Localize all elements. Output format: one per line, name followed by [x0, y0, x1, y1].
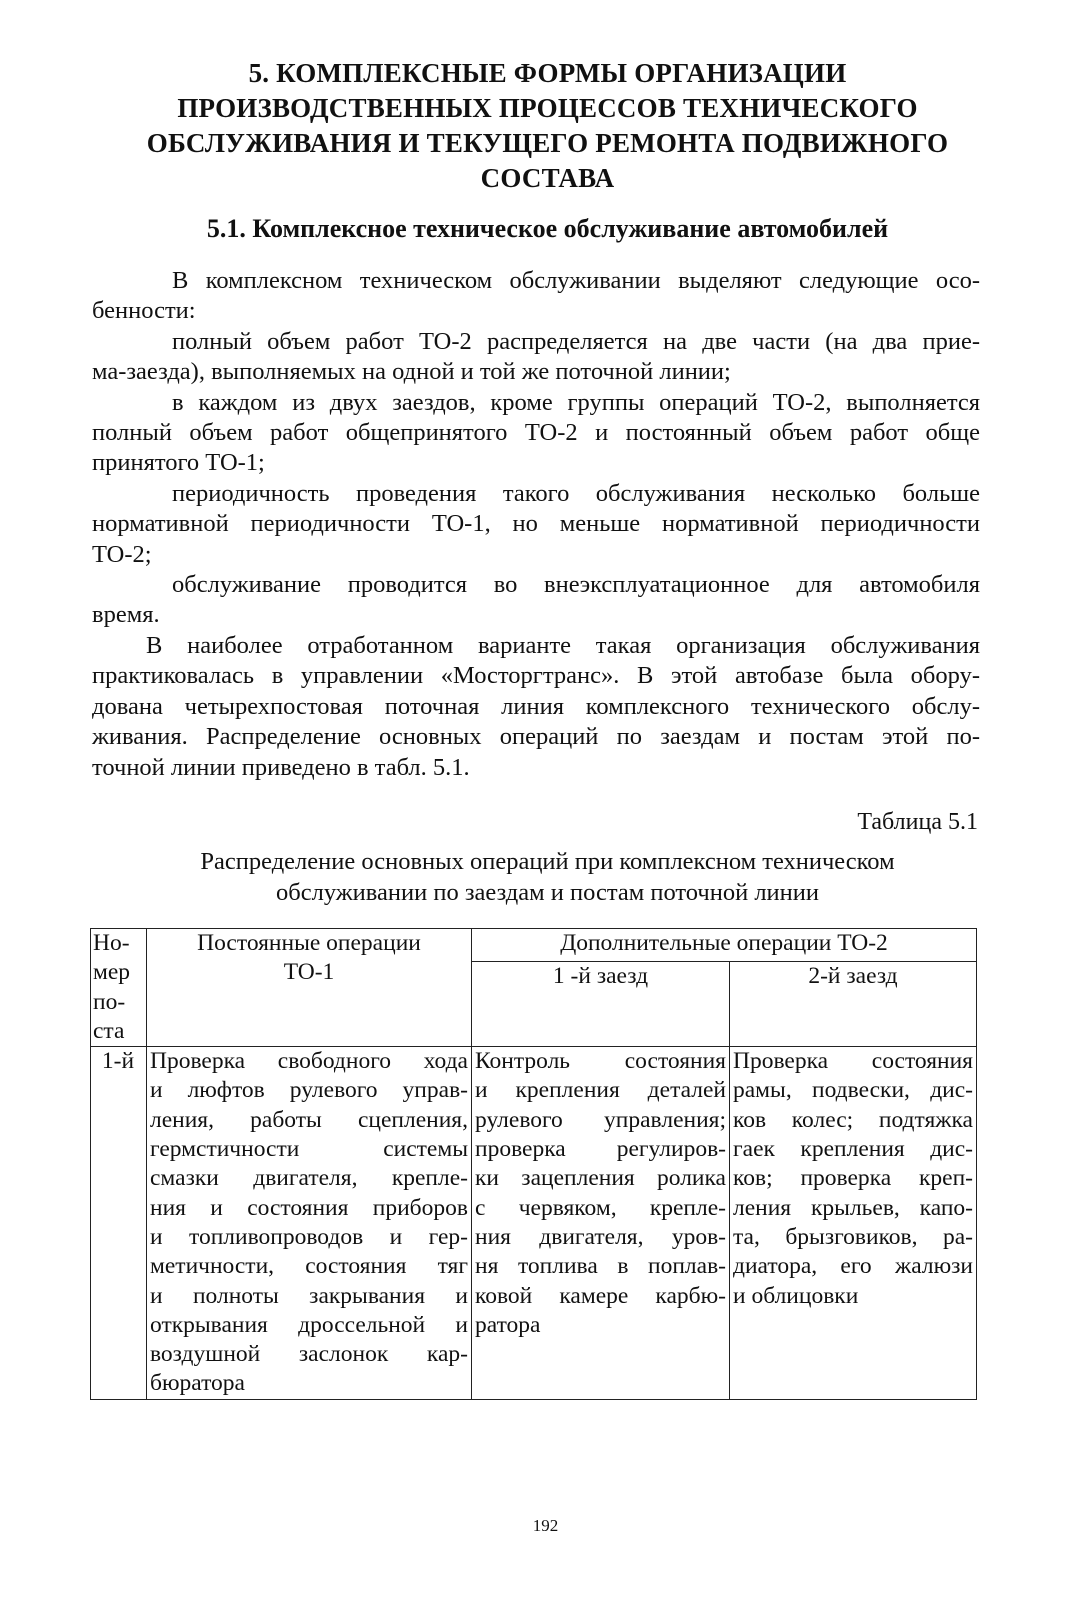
chapter-title-line: ОБСЛУЖИВАНИЯ И ТЕКУЩЕГО РЕМОНТА ПОДВИЖНОГО: [146, 128, 949, 158]
chapter-title: [90, 56, 1005, 196]
chapter-title-line: 5. КОМПЛЕКСНЫЕ ФОРМЫ ОРГАНИЗАЦИИ: [248, 58, 847, 88]
header-post-number: Но- мер по- ста: [91, 929, 147, 1047]
table-header-row: [91, 929, 977, 962]
body-line: дована четырехпостовая поточная линия комплексного технического обслу-: [92, 692, 980, 720]
body-line: точной линии приведено в табл. 5.1.: [92, 753, 470, 781]
header-visit-1: 1 -й заезд: [472, 962, 730, 1047]
cell-visit-1: Контроль состояния и крепления деталей рулевого управления; проверка регулиров- ки зацепления ролика с червяком, крепле- ния двигателя, уров- ня топлива в поплав- ковой камере карбю- ратора: [472, 1047, 730, 1400]
body-text: [92, 266, 980, 783]
table-caption-line: Распределение основных операций при комплексном техническом: [200, 848, 895, 875]
header-visit-2: 2-й заезд: [730, 962, 977, 1047]
header-constant-operations: Постоянные операции ТО-1: [147, 929, 472, 1047]
body-line: ТО-2;: [92, 540, 152, 568]
body-line: бенности:: [92, 297, 196, 325]
operations-table: [90, 928, 977, 1400]
body-line: полный объем работ общепринятого ТО-2 и постоянный объем работ обще: [92, 419, 980, 447]
table-label: Таблица 5.1: [857, 809, 978, 835]
page-number: 192: [532, 1516, 559, 1535]
table-row: [91, 1047, 977, 1400]
body-line: практиковалась в управлении «Мосторгтранс». В этой автобазе была обору-: [92, 662, 980, 690]
header-additional-operations: Дополнительные операции ТО-2: [472, 929, 977, 962]
body-line: в каждом из двух заездов, кроме группы операций ТО-2, выполняется: [172, 388, 980, 416]
section-title: 5.1. Комплексное техническое обслуживание автомобилей: [206, 214, 889, 243]
body-line: принятого ТО-1;: [92, 449, 265, 477]
cell-visit-2: Проверка состояния рамы, подвески, дис- ков колес; подтяжка гаек крепления дис- ков; проверка креп- ления крыльев, капо- та, брызговиков, ра- диатора, его жалюзи и облицовки: [730, 1047, 977, 1400]
table-caption-line: обслуживании по заездам и постам поточной линии: [276, 879, 819, 906]
body-line: нормативной периодичности ТО-1, но меньше нормативной периодичности: [92, 510, 980, 538]
chapter-title-line: СОСТАВА: [480, 163, 615, 193]
body-line: живания. Распределение основных операций по заездам и постам этой по-: [92, 723, 980, 751]
cell-constant-operations: Проверка свободного хода и люфтов рулевого управ- ления, работы сцепления, гермстичности системы смазки двигателя, крепле- ния и состояния приборов и топливопроводов и гер- метичности, состояния тяг и полноты закрывания и открывания дроссельной и воздушной заслонок кар- бюратора: [147, 1047, 472, 1400]
chapter-title-line: ПРОИЗВОДСТВЕННЫХ ПРОЦЕССОВ ТЕХНИЧЕСКОГО: [177, 93, 918, 123]
body-line: В наиболее отработанном варианте такая организация обслуживания: [146, 631, 980, 659]
body-line: В комплексном техническом обслуживании выделяют следующие осо-: [172, 267, 980, 294]
body-line: периодичность проведения такого обслуживания несколько больше: [172, 479, 980, 507]
body-line: обслуживание проводится во внеэксплуатационное для автомобиля: [172, 571, 980, 599]
cell-post: 1-й: [91, 1047, 147, 1400]
body-line: время.: [92, 601, 160, 629]
table-caption: [90, 846, 1005, 908]
body-line: ма-заезда), выполняемых на одной и той же поточной линии;: [92, 358, 731, 386]
body-line: полный объем работ ТО-2 распределяется на две части (на два прие-: [172, 327, 980, 355]
